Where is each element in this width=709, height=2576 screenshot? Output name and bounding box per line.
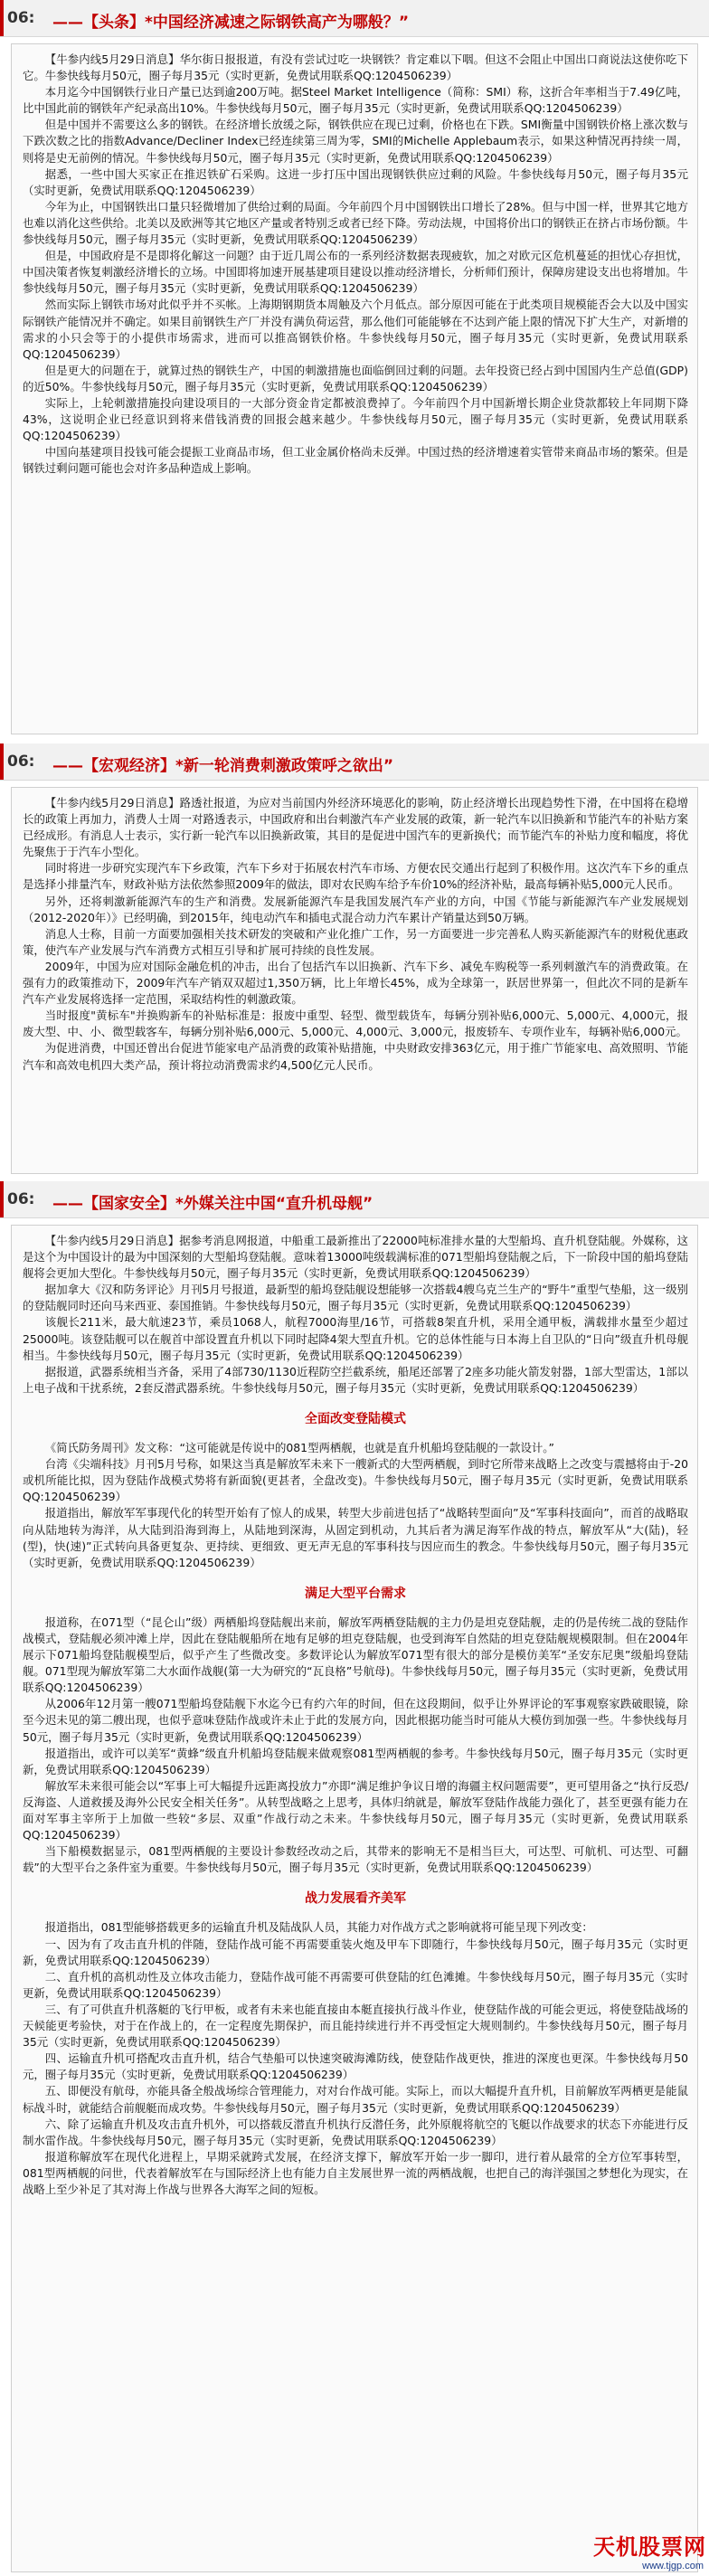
paragraph: 【牛参内线5月29日消息】路透社报道，为应对当前国内外经济环境恶化的影响，防止经济增长出现趋势性下滑，在中国将在稳增长的政策上再加力，消费人士周一对路透表示，中国政府和出台刺激汽车产业发展的政策，新一轮汽车以旧换新和节能汽车的补贴方案已经成形。有消息人士表示，实行新一轮汽车以旧换新政策，其目的是促进中国汽车的更新换代；而节能汽车的补贴力度和幅度，将优先聚焦于于汽车小型化。 bbox=[23, 796, 688, 859]
logo-name: 天机股票网 bbox=[593, 2536, 706, 2560]
paragraph: 另外，还将刺激新能源汽车的生产和消费。发展新能源汽车是我国发展汽车产业的方向，中国《节能与新能源汽车产业发展规划（2012-2020年）》已经明确，到2015年，纯电动汽车和插电式混合动力汽车累计产销量达到50万辆。 bbox=[23, 894, 688, 924]
section-number: 06: bbox=[7, 753, 35, 771]
paragraph: 从2006年12月第一艘071型船坞登陆舰下水迄今已有约六年的时间，但在这段期间，似乎让外界评论的军事观察家跌破眼镜，除至今迟未见的第二艘出现，也似乎意味登陆作战或许未止于此的发展方向，因此根据功能当时可能从大模仿到加强一些。牛参快线每月50元，圈子每月35元（实时更新，免费试用联系QQ:1204506239） bbox=[23, 1697, 688, 1744]
paragraph: 同时将进一步研究实现汽车下乡政策，汽车下乡对于拓展农村汽车市场、方便农民交通出行起到了积极作用。这次汽车下乡的重点是选择小排量汽车，财政补贴方法依然参照2009年的做法，即对农民购车给予车价10%的经济补贴，最高每辆补贴5,000元人民币。 bbox=[23, 861, 688, 892]
paragraph: 据悉，一些中国大买家正在推迟铁矿石采购。这进一步打压中国出现钢铁供应过剩的风险。牛参快线每月50元，圈子每月35元（实时更新，免费试用联系QQ:1204506239） bbox=[23, 166, 688, 197]
site-logo[interactable] bbox=[593, 2536, 707, 2574]
paragraph: 为促进消费，中国还曾出台促进节能家电产品消费的政策补贴措施，中央财政安排363亿元，用于推广节能家电、高效照明、节能汽车和高效电机四大类产品，预计将拉动消费需求约4,500亿元人民币。 bbox=[23, 1041, 688, 1072]
paragraph: 报道称，在071型（“昆仑山”级）两栖船坞登陆舰出来前，解放军两栖登陆舰的主力仍是坦克登陆舰，走的仍是传统二战的登陆作战模式，登陆舰必须冲滩上岸，因此在登陆舰船所在地有足够的坦克登陆舰，也受到海军自然陆的坦克登陆舰规模限制。但在2004年展示下071船坞登陆舰模型后，似乎产生了些微改变。多数评论认为解放军071型有很大的部分是模仿美军“圣安东尼奥”级船坞登陆舰。071型现为解放军第二大水面作战舰(第一大为研究的“瓦良格”号航母)。牛参快线每月50元，圈子每月35元（实时更新，免费试用联系QQ:1204506239） bbox=[23, 1615, 688, 1695]
paragraph: 本月迄今中国钢铁行业日产量已达到逾200万吨。据Steel Market Intelligence（简称：SMI）称，这折合年率相当于7.49亿吨，比中国此前的钢铁年产纪录高出10%。牛参快线每月50元，圈子每月35元（实时更新，免费试用联系QQ:1204506239） bbox=[23, 85, 688, 116]
section-header-1 bbox=[0, 0, 709, 37]
paragraph: 【牛参内线5月29日消息】华尔街日报报道，有没有尝试过吃一块钢铁？肯定难以下咽。但这不会阻止中国出口商说法这使你吃下它。牛参快线每月50元，圈子每月35元（实时更新，免费试用联系QQ:1204506239） bbox=[23, 52, 688, 83]
paragraph: 2009年，中国为应对国际金融危机的冲击，出台了包括汽车以旧换新、汽车下乡、减免车购税等一系列刺激汽车的消费政策。在强有力的政策推动下，2009年汽车产销双双超过1,350万辆，比上年增长45%，成为全球第一，跃居世界第一，但此次不同的是新车汽车产业发展将选择一定范围，采取结构性的刺激政策。 bbox=[23, 959, 688, 1007]
paragraph: 【牛参内线5月29日消息】据参考消息网报道，中船重工最新推出了22000吨标准排水量的大型船坞、直升机登陆舰。外媒称，这是这个为中国设计的最为中国深刻的大型船坞登陆舰。意味着13000吨级载满标准的071型船坞登陆舰之后，下一阶段中国的船坞登陆舰将会更加大型化。牛参快线每月50元，圈子每月35元（实时更新，免费试用联系QQ:1204506239） bbox=[23, 1234, 688, 1281]
paragraph: 但是，中国政府是不是即将化解这一问题？由于近几周公布的一系列经济数据表现疲软，加之对欧元区危机蔓延的担忧心存担忧，中国决策者恢复刺激经济增长的立场。中国即将加速开展基建项目建设以推动经济增长，分析师们预计，保障房建设支出也将增加。牛参快线每月50元，圈子每月35元（实时更新，免费试用联系QQ:1204506239） bbox=[23, 249, 688, 296]
section-title[interactable]: ——【国家安全】*外媒关注中国“直升机母舰” bbox=[52, 1195, 373, 1213]
section-number: 06: bbox=[7, 9, 35, 27]
subsection-heading: 满足大型平台需求 bbox=[305, 1586, 406, 1601]
section-header-3 bbox=[0, 1181, 709, 1218]
paragraph: 消息人士称，目前一方面要加强相关技术研发的突破和产业化推广工作，另一方面要进一步完善私人购买新能源汽车的财税优惠政策，使汽车产业发展与汽车消费方式相互引导和扩展可持续的良性发展。 bbox=[23, 926, 688, 957]
paragraph: 四、运输直升机可搭配攻击直升机，结合气垫船可以快速突破海滩防线，使登陆作战更快，推进的深度也更深。牛参快线每月50元，圈子每月35元（实时更新，免费试用联系QQ:1204506239） bbox=[23, 2051, 688, 2082]
paragraph: 据报道，武器系统相当齐备，采用了4部730/1130近程防空拦截系统，船尾还部署了2座多功能火箭发射器，1部大型雷达，1部以上电子战和干扰系统，2套反潜武器系统。牛参快线每月50元，圈子每月35元（实时更新，免费试用联系QQ:1204506239） bbox=[23, 1364, 688, 1395]
section-title[interactable]: ——【宏观经济】*新一轮消费刺激政策呼之欲出” bbox=[52, 757, 394, 775]
article-section-2 bbox=[0, 743, 709, 1072]
paragraph: 台湾《尖端科技》月刊5月号称，如果这当真是解放军未来下一艘新式的大型两栖舰，到时它所带来战略上之改变与震撼将由于-20或机所能比拟，因为登陆作战模式势将有新面貌(更甚者，全盘改变)。牛参快线每月50元，圈子每月35元（实时更新，免费试用联系QQ:1204506239） bbox=[23, 1457, 688, 1504]
article-section-3 bbox=[0, 1181, 709, 2196]
article-panel-1 bbox=[11, 43, 698, 734]
paragraph: 今年为止，中国钢铁出口量只轻微增加了供给过剩的局面。今年前四个月中国钢铁出口增长了28%。但与中国一样，世界其它地方也难以消化这些供给。北美以及欧洲等其它地区产量或者特别乏或者已经下降。劳动法规，中国将价出口的钢铁正在挤占市场份额。牛参快线每月50元，圈子每月35元（实时更新，免费试用联系QQ:1204506239） bbox=[23, 199, 688, 247]
paragraph: 然而实际上钢铁市场对此似乎并不买帐。上海期钢期货本周触及六个月低点。部分原因可能在于此类项目规模能否会大以及中国实际钢铁产能情况并不确定。如果目前钢铁生产厂并没有满负荷运营，那么他们可能能够在不达到产能上限的情况下扩大生产，对新增的需求的小只会等于的小提供市场需求，进而可以推高钢铁价格。牛参快线每月50元，圈子每月35元（实时更新，免费试用联系QQ:1204506239） bbox=[23, 298, 688, 361]
article-body bbox=[12, 788, 697, 1081]
section-header-2 bbox=[0, 743, 709, 781]
paragraph: 六、除了运输直升机及攻击直升机外，可以搭载反潜直升机执行反潜任务，此外原舰将航空的飞艇以作战要求的状态下亦能进行反制水雷作战。牛参快线每月50元，圈子每月35元（实时更新，免费试用联系QQ:1204506239） bbox=[23, 2117, 688, 2147]
paragraph: 该舰长211米，最大航速23节，乘员1068人，航程7000海里/16节，可搭载8架直升机，采用全通甲板，满载排水量至少超过25000吨。该登陆舰可以在舰首中部设置直升机以下同时起降4架大型直升机。它的总体性能与日本海上自卫队的“日向”级直升机母舰相当。牛参快线每月50元，圈子每月35元（实时更新，免费试用联系QQ:1204506239） bbox=[23, 1315, 688, 1362]
paragraph: 解放军未来很可能会以“军事上可大幅提升远距离投放力”亦即“满足维护争议日增的海疆主权问题需要”，更可望用备之“执行反恐/反海盗、人道救援及海外公民安全相关任务”。从转型战略之上思考，具体归纳就是，解放军登陆作战能力强化了，甚至更强有能力在面对军事主宰所于上加做一些较“多层、双重”作战行动之未来。牛参快线每月50元，圈子每月35元（实时更新，免费试用联系QQ:1204506239） bbox=[23, 1778, 688, 1842]
paragraph: 中国向基建项目投钱可能会提振工业商品市场，但工业金属价格尚未反弹。中国过热的经济增速着实管带来商品市场的繁荣。但是钢铁过剩问题可能也会对许多品种造成上影响。 bbox=[23, 445, 688, 476]
paragraph: 但是更大的问题在于，就算过热的钢铁生产，中国的刺激措施也面临倒回过剩的问题。去年投资已经占到中国国内生产总值(GDP)的近50%。牛参快线每月50元，圈子每月35元（实时更新，免费试用联系QQ:1204506239） bbox=[23, 363, 688, 393]
paragraph: 当下船模数据显示，081型两栖舰的主要设计参数经改动之后，其带来的影响无不是相当巨大，可达型、可航机、可达型、可翻载”的大型平台之条件室为重要。牛参快线每月50元，圈子每月35元（实时更新，免费试用联系QQ:1204506239） bbox=[23, 1844, 688, 1875]
paragraph: 报道指出，解放军军事现代化的转型开始有了惊人的成果，转型大步前进包括了“战略转型面向”及“军事科技面向”，而首的战略取向从陆地转为海洋，从大陆到沿海到海上，从陆地到深海，从固定到机动，九其后者为满足海军作战的特点，解放军从“大(陆)，轻(型)，快(速)”正式转向具备更复杂、更持续、更细致、更无声无息的军事科技与因应而生的教念。牛参快线每月50元，圈子每月35元（实时更新，免费试用联系QQ:1204506239） bbox=[23, 1506, 688, 1569]
paragraph: 据加拿大《汉和防务评论》月刊5月号报道，最新型的船坞登陆舰设想能够一次搭载4艘乌克兰生产的“野牛”重型气垫船，这一级别的登陆舰同时还向马来西亚、泰国推销。牛参快线每月50元，圈子每月35元（实时更新，免费试用联系QQ:1204506239） bbox=[23, 1283, 688, 1313]
paragraph: 实际上，上轮刺激措施投向建设项目的一大部分资金肯定都被浪费掉了。今年前四个月中国新增长期企业贷款都较上年同期下降43%，这说明企业已经意识到将来借钱消费的回报会越来越少。牛参快线每月50元，圈子每月35元（实时更新，免费试用联系QQ:1204506239） bbox=[23, 395, 688, 443]
paragraph: 《简氏防务周刊》发文称：“这可能就是传说中的081型两栖舰，也就是直升机船坞登陆舰的一款设计。” bbox=[44, 1441, 554, 1455]
paragraph: 报道指出，或许可以美军“黄蜂”级直升机船坞登陆舰来做观察081型两栖舰的参考。牛参快线每月50元，圈子每月35元（实时更新，免费试用联系QQ:1204506239） bbox=[23, 1746, 688, 1776]
section-title[interactable]: ——【头条】*中国经济减速之际钢铁高产为哪般？” bbox=[52, 14, 410, 32]
article-panel-2 bbox=[11, 787, 698, 1174]
article-body bbox=[12, 1226, 697, 2205]
paragraph: 当时报度"黄标车"并换购新车的补贴标准是：报废中重型、轻型、微型载货车，每辆分别补贴6,000元、5,000元、4,000元，报废大型、中、小、微型载客车，每辆分别补贴6,000元、5,000元、4,000元、3,000元，报废轿车、专项作业车，每辆补贴6,000元。 bbox=[23, 1009, 688, 1039]
logo-url: www.tjgp.com bbox=[642, 2561, 704, 2571]
section-number: 06: bbox=[7, 1190, 35, 1208]
header-accent-bar bbox=[0, 743, 4, 780]
paragraph: 一、因为有了攻击直升机的伴随，登陆作战可能不再需要重装火炮及甲车下即随行，牛参快线每月50元，圈子每月35元（实时更新，免费试用联系QQ:1204506239） bbox=[23, 1937, 688, 1967]
article-body bbox=[12, 44, 697, 484]
paragraph: 但是中国并不需要这么多的钢铁。在经济增长放缓之际，钢铁供应在现已过剩，价格也在下跌。SMI衡量中国钢铁价格上涨次数与下跌次数之比的指数Advance/Decliner Index已经连续第三周为零，SMI的Michelle Applebaum表示，如果这种情况再持续一周，则将是史无前例的情况。牛参快线每月50元，圈子每月35元（实时更新，免费试用联系QQ:1204506239） bbox=[23, 118, 688, 165]
header-accent-bar bbox=[0, 1181, 4, 1217]
paragraph: 三、有了可供直升机落艇的飞行甲板，或者有未来也能直接由本艇直接执行战斗作业，使登陆作战的可能会更远，将使登陆战场的天候能更考验快，对于在作战上的，在一定程度先期保护，而且能持续进行并不再受恒定大规则制约。牛参快线每月50元，圈子每月35元（实时更新，免费试用联系QQ:1204506239） bbox=[23, 2002, 688, 2050]
paragraph: 五、即便没有航母，亦能具备全般战场综合管理能力，对对台作战可能。实际上，而以大幅提升直升机，目前解放军两栖更是能鼠标战斗时，就能结合前舰艇而成攻势。牛参快线每月50元，圈子每月35元（实时更新，免费试用联系QQ:1204506239） bbox=[23, 2084, 688, 2115]
article-section-1 bbox=[0, 0, 709, 476]
paragraph: 报道称解放军在现代化进程上，早期采就跨式发展，在经济支撑下，解放军开始一步一脚印，进行着从最常的全方位军事转型，081型两栖舰的问世，代表着解放军在与国际经济上也有能力自主发展世界一流的两栖战舰，也把自己的海洋强国之梦想化为现实，在战略上至少补足了其对海上作战与世界各大海军之间的短板。 bbox=[23, 2149, 688, 2196]
subsection-heading: 全面改变登陆模式 bbox=[305, 1411, 406, 1426]
header-accent-bar bbox=[0, 0, 4, 36]
paragraph: 报道指出，081型能够搭载更多的运输直升机及陆战队人员，其能力对作战方式之影响就将可能呈现下列改变： bbox=[44, 1920, 593, 1935]
article-panel-3 bbox=[11, 1225, 698, 2572]
subsection-heading: 战力发展看齐美军 bbox=[305, 1891, 406, 1907]
paragraph: 二、直升机的高机动性及立体攻击能力，登陆作战可能不再需要可供登陆的红色滩摊。牛参快线每月50元，圈子每月35元（实时更新，免费试用联系QQ:1204506239） bbox=[23, 1969, 688, 2000]
